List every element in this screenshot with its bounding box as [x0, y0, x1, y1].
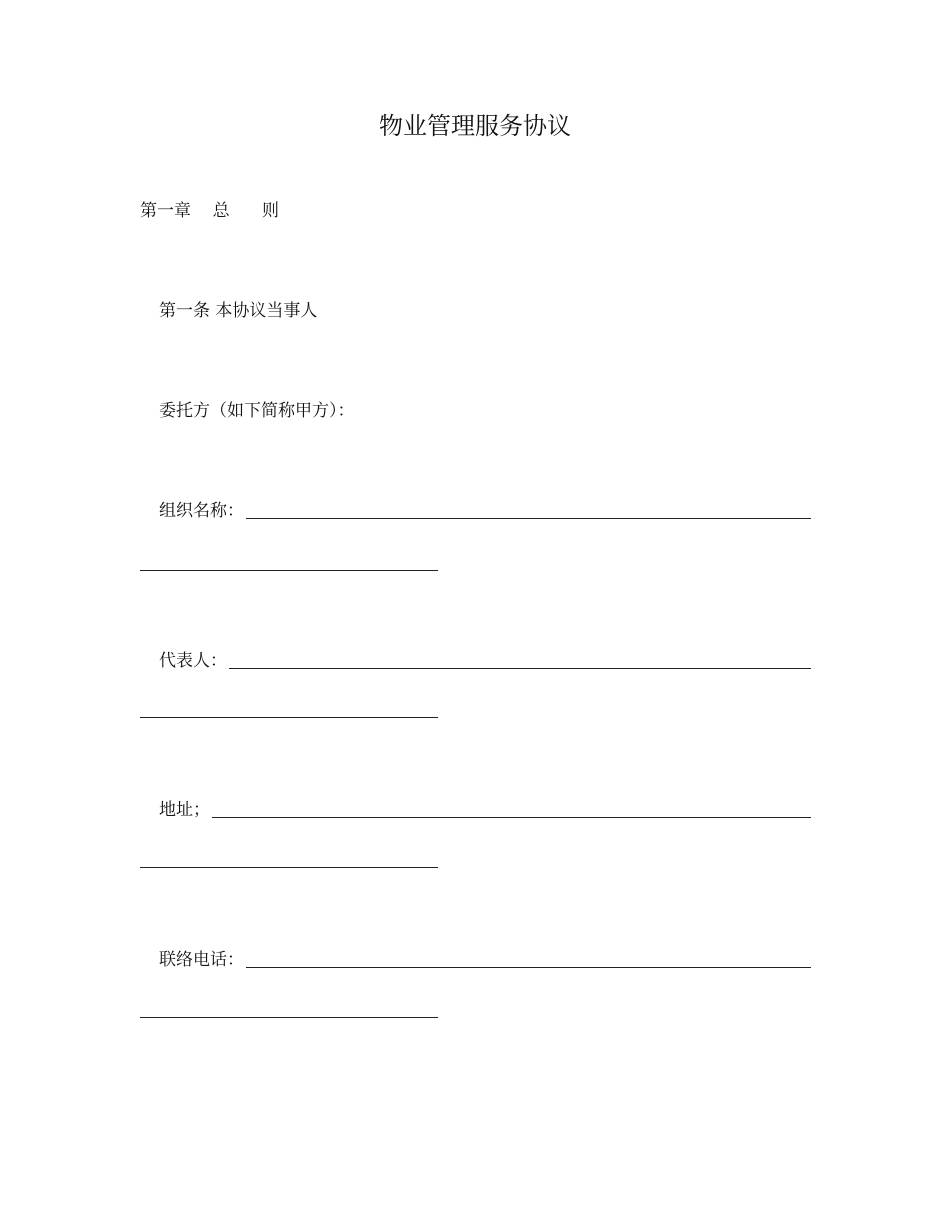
- address-blank-line[interactable]: [212, 817, 811, 818]
- org-name-field[interactable]: [159, 498, 811, 524]
- address-continuation-line[interactable]: [140, 867, 438, 868]
- phone-label: 联络电话：: [159, 950, 244, 970]
- document-title: 物业管理服务协议: [379, 112, 571, 140]
- address-label: 地址；: [159, 800, 210, 820]
- article-heading: 第一条 本协议当事人: [159, 301, 318, 321]
- representative-label: 代表人：: [159, 651, 227, 671]
- phone-field[interactable]: [159, 947, 811, 973]
- representative-blank-line[interactable]: [229, 668, 811, 669]
- representative-continuation-line[interactable]: [140, 717, 438, 718]
- phone-continuation-line[interactable]: [140, 1017, 438, 1018]
- org-name-blank-line[interactable]: [246, 518, 811, 519]
- org-name-continuation-line[interactable]: [140, 570, 438, 571]
- org-name-label: 组织名称：: [159, 501, 244, 521]
- representative-field[interactable]: [159, 648, 811, 674]
- address-field[interactable]: [159, 797, 811, 823]
- phone-blank-line[interactable]: [246, 967, 811, 968]
- party-intro: 委托方（如下简称甲方）：: [159, 401, 355, 421]
- chapter-heading: 第一章 总 则: [140, 201, 280, 221]
